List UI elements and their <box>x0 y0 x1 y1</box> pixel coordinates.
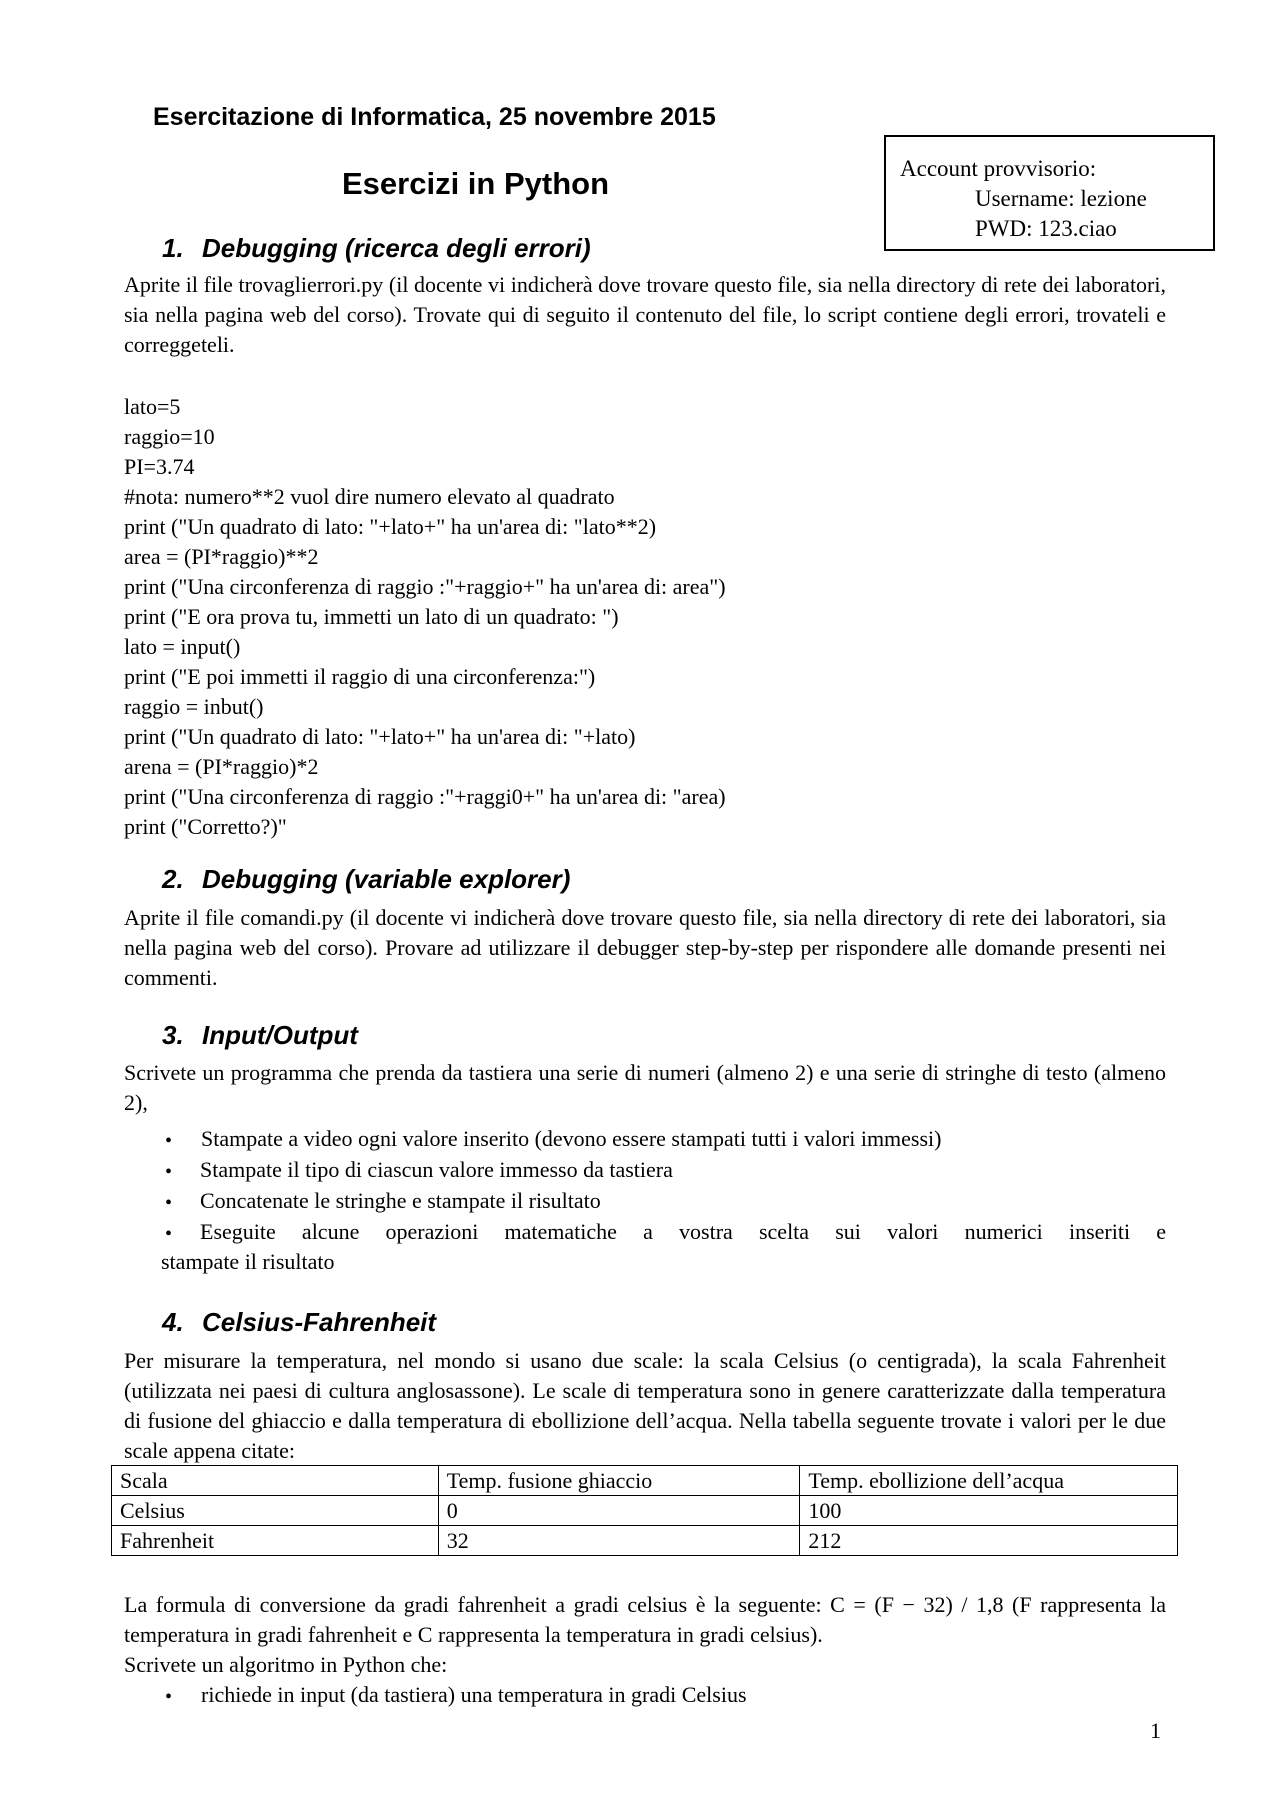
code-line: lato = input() <box>124 634 241 659</box>
section-1-heading <box>162 233 591 264</box>
temperature-table <box>111 1465 1178 1556</box>
table-header-cell: Temp. fusione ghiaccio <box>438 1466 800 1496</box>
section-2-body: Aprite il file comandi.py (il docente vi indicherà dove trovare questo file, sia nella directory di rete dei laboratori, sia nella pagina web del corso). Provare ad utilizzare il debugger step-by-step per rispondere alle domande presenti nei commenti. <box>124 905 1166 990</box>
section-2-title: Debugging (variable explorer) <box>202 864 571 894</box>
bullet-icon: • <box>165 1130 173 1152</box>
task-intro: Scrivete un algoritmo in Python che: <box>124 1652 448 1677</box>
account-box <box>884 135 1215 251</box>
table-cell: 0 <box>438 1496 800 1526</box>
code-line: print ("E poi immetti il raggio di una circonferenza:") <box>124 664 596 689</box>
section-4-title: Celsius-Fahrenheit <box>202 1307 437 1337</box>
list-item-continuation: stampate il risultato <box>161 1249 335 1274</box>
code-line: arena = (PI*raggio)*2 <box>124 754 319 779</box>
code-line: print ("Corretto?)" <box>124 814 287 839</box>
table-row <box>112 1526 1178 1556</box>
list-item: Concatenate le stringhe e stampate il risultato <box>200 1188 601 1213</box>
code-line: print ("E ora prova tu, immetti un lato di un quadrato: ") <box>124 604 619 629</box>
page-number: 1 <box>1150 1718 1161 1743</box>
account-username: Username: lezione <box>975 186 1147 211</box>
code-line: #nota: numero**2 vuol dire numero elevato al quadrato <box>124 484 615 509</box>
section-4-number: 4. <box>162 1307 184 1337</box>
document-title: Esercitazione di Informatica, 25 novembre 2015 <box>153 103 716 131</box>
section-2-heading <box>162 864 570 895</box>
bullet-icon: • <box>165 1223 173 1245</box>
section-3-title: Input/Output <box>202 1020 358 1050</box>
code-line: print ("Una circonferenza di raggio :"+raggi0+" ha un'area di: "area) <box>124 784 726 809</box>
table-row <box>112 1496 1178 1526</box>
table-header-cell: Temp. ebollizione dell’acqua <box>800 1466 1178 1496</box>
table-header-cell: Scala <box>112 1466 439 1496</box>
section-1-intro: Aprite il file trovaglierrori.py (il docente vi indicherà dove trovare questo file, sia nella directory di rete dei laboratori, sia nella pagina web del corso). Trovate qui di seguito il contenuto del file, lo script contiene degli errori, trovateli e correggeteli. <box>124 272 1166 357</box>
code-line: print ("Una circonferenza di raggio :"+raggio+" ha un'area di: area") <box>124 574 726 599</box>
code-line: area = (PI*raggio)**2 <box>124 544 319 569</box>
account-password: PWD: 123.ciao <box>975 216 1117 241</box>
list-item: richiede in input (da tastiera) una temperatura in gradi Celsius <box>201 1682 747 1707</box>
table-cell: Fahrenheit <box>112 1526 439 1556</box>
document-subtitle: Esercizi in Python <box>342 166 610 201</box>
code-listing <box>124 392 726 842</box>
bullet-icon: • <box>165 1686 173 1708</box>
section-4-heading <box>162 1307 436 1338</box>
code-line: raggio=10 <box>124 424 215 449</box>
list-item: Stampate a video ogni valore inserito (devono essere stampati tutti i valori immessi) <box>201 1126 942 1151</box>
section-4-intro: Per misurare la temperatura, nel mondo si usano due scale: la scala Celsius (o centigrada), la scala Fahrenheit (utilizzata nei paesi di cultura anglosassone). Le scale di temperatura sono in genere caratterizzate dalla temperatura di fusione del ghiaccio e dalla temperatura di ebollizione dell’acqua. Nella tabella seguente trovate i valori per le due scale appena citate: <box>124 1348 1166 1463</box>
conversion-formula: La formula di conversione da gradi fahrenheit a gradi celsius è la seguente: C = (F − 32) / 1,8 (F rappresenta la temperatura in gradi fahrenheit e C rappresenta la temperatura in gradi celsius). <box>124 1592 1166 1647</box>
table-cell: 100 <box>800 1496 1178 1526</box>
section-3-number: 3. <box>162 1020 184 1050</box>
list-item: Stampate il tipo di ciascun valore immesso da tastiera <box>200 1157 673 1182</box>
bullet-icon: • <box>165 1192 173 1214</box>
section-2-number: 2. <box>162 864 184 894</box>
bullet-icon: • <box>165 1161 173 1183</box>
code-line: PI=3.74 <box>124 454 195 479</box>
section-3-intro: Scrivete un programma che prenda da tastiera una serie di numeri (almeno 2) e una serie di stringhe di testo (almeno 2), <box>124 1060 1166 1115</box>
code-line: print ("Un quadrato di lato: "+lato+" ha un'area di: "+lato) <box>124 724 636 749</box>
section-1-number: 1. <box>162 233 184 263</box>
table-cell: 212 <box>800 1526 1178 1556</box>
section-3-heading <box>162 1020 358 1051</box>
account-label: Account provvisorio: <box>900 156 1097 181</box>
code-line: raggio = inbut() <box>124 694 264 719</box>
code-line: print ("Un quadrato di lato: "+lato+" ha un'area di: "lato**2) <box>124 514 657 539</box>
table-cell: Celsius <box>112 1496 439 1526</box>
section-1-title: Debugging (ricerca degli errori) <box>202 233 591 263</box>
table-cell: 32 <box>438 1526 800 1556</box>
list-item: Eseguite alcune operazioni matematiche a vostra scelta sui valori numerici inseriti e <box>200 1219 1166 1244</box>
table-header-row <box>112 1466 1178 1496</box>
code-line: lato=5 <box>124 394 181 419</box>
